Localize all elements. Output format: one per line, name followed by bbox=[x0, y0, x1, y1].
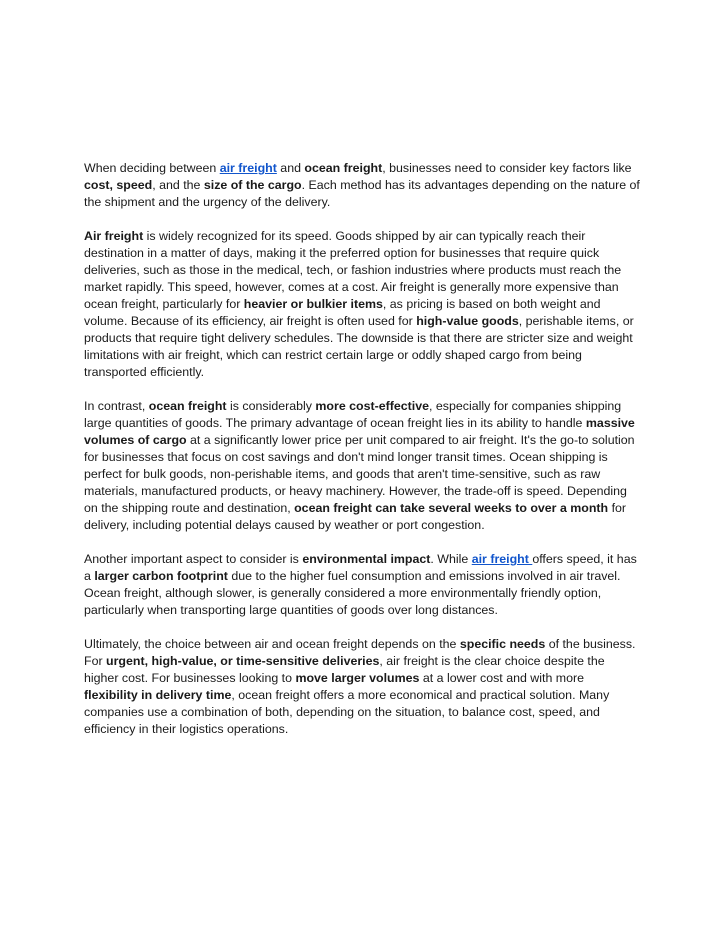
text-run: When deciding between bbox=[84, 161, 220, 175]
bold-text: ocean freight can take several weeks to over a month bbox=[294, 501, 609, 515]
bold-text: environmental impact bbox=[302, 552, 431, 566]
text-run: , ocean freight offers a more economical and practical solution. Many companies use a combination of both, depending on the situation, to balance cost, speed, and efficiency in their logistics operations. bbox=[84, 688, 610, 736]
bold-text: flexibility in delivery time bbox=[84, 688, 232, 702]
paragraph-conclusion bbox=[84, 636, 640, 738]
bold-text: specific needs bbox=[459, 637, 546, 651]
bold-text: more cost-effective bbox=[315, 399, 430, 413]
text-run: , and the bbox=[152, 178, 204, 192]
air-freight-link[interactable]: air freight bbox=[219, 161, 277, 175]
text-run: for delivery, including potential delays caused by weather or port congestion. bbox=[84, 501, 627, 532]
bold-text: urgent, high-value, or time-sensitive deliveries bbox=[106, 654, 380, 668]
bold-text: massive volumes of cargo bbox=[84, 416, 635, 447]
bold-text: heavier or bulkier items bbox=[243, 297, 383, 311]
paragraph-air-freight bbox=[84, 228, 640, 381]
text-run: at a significantly lower price per unit compared to air freight. It's the go-to solution for businesses that focus on cost savings and don't mind longer transit times. Ocean shipping is perfect for bulk goods, non-perishable items, and goods that aren't time-sensitive, such as raw materials, manufactured products, or heavy machinery. However, the trade-off is speed. Depending on the shipping route and destination, bbox=[84, 433, 635, 515]
text-run: , air freight is the clear choice despite the higher cost. For businesses looking to bbox=[84, 654, 605, 685]
text-run: . Each method has its advantages depending on the nature of the shipment and the urgency of the delivery. bbox=[84, 178, 640, 209]
air-freight-link[interactable]: air freight bbox=[471, 552, 533, 566]
bold-text: Air freight bbox=[84, 229, 144, 243]
bold-text: cost, speed bbox=[84, 178, 153, 192]
text-run: and bbox=[276, 161, 305, 175]
text-run: Another important aspect to consider is bbox=[84, 552, 303, 566]
text-run: of the business. For bbox=[84, 637, 636, 668]
text-run: is considerably bbox=[226, 399, 316, 413]
text-run: . While bbox=[430, 552, 472, 566]
text-run: , businesses need to consider key factors like bbox=[382, 161, 632, 175]
text-run: Ultimately, the choice between air and ocean freight depends on the bbox=[84, 637, 460, 651]
bold-text: move larger volumes bbox=[295, 671, 420, 685]
paragraph-ocean-freight bbox=[84, 398, 640, 534]
bold-text: ocean freight bbox=[304, 161, 383, 175]
paragraph-environmental-impact bbox=[84, 551, 640, 619]
text-run: at a lower cost and with more bbox=[419, 671, 585, 685]
bold-text: larger carbon footprint bbox=[94, 569, 228, 583]
text-run: , perishable items, or products that require tight delivery schedules. The downside is that there are stricter size and weight limitations with air freight, which can restrict certain large or oddly shaped cargo from being transported efficiently. bbox=[84, 314, 634, 379]
bold-text: size of the cargo bbox=[203, 178, 302, 192]
text-run: , as pricing is based on both weight and volume. Because of its efficiency, air freight is often used for bbox=[84, 297, 601, 328]
bold-text: high-value goods bbox=[416, 314, 519, 328]
text-run: is widely recognized for its speed. Goods shipped by air can typically reach their destination in a matter of days, making it the preferred option for businesses that require quick deliveries, such as those in the medical, tech, or fashion industries where products must reach the market rapidly. This speed, however, comes at a cost. Air freight is generally more expensive than ocean freight, particularly for bbox=[84, 229, 622, 311]
bold-text: ocean freight bbox=[148, 399, 227, 413]
text-run: offers speed, it has a bbox=[84, 552, 637, 583]
text-run: due to the higher fuel consumption and emissions involved in air travel. Ocean freight, although slower, is generally considered a more environmentally friendly option, particularly when transporting large quantities of goods over long distances. bbox=[84, 569, 621, 617]
paragraph-intro bbox=[84, 160, 640, 211]
text-run: , especially for companies shipping large quantities of goods. The primary advantage of ocean freight lies in its ability to handle bbox=[84, 399, 622, 430]
text-run: In contrast, bbox=[84, 399, 149, 413]
document-body bbox=[84, 160, 640, 755]
